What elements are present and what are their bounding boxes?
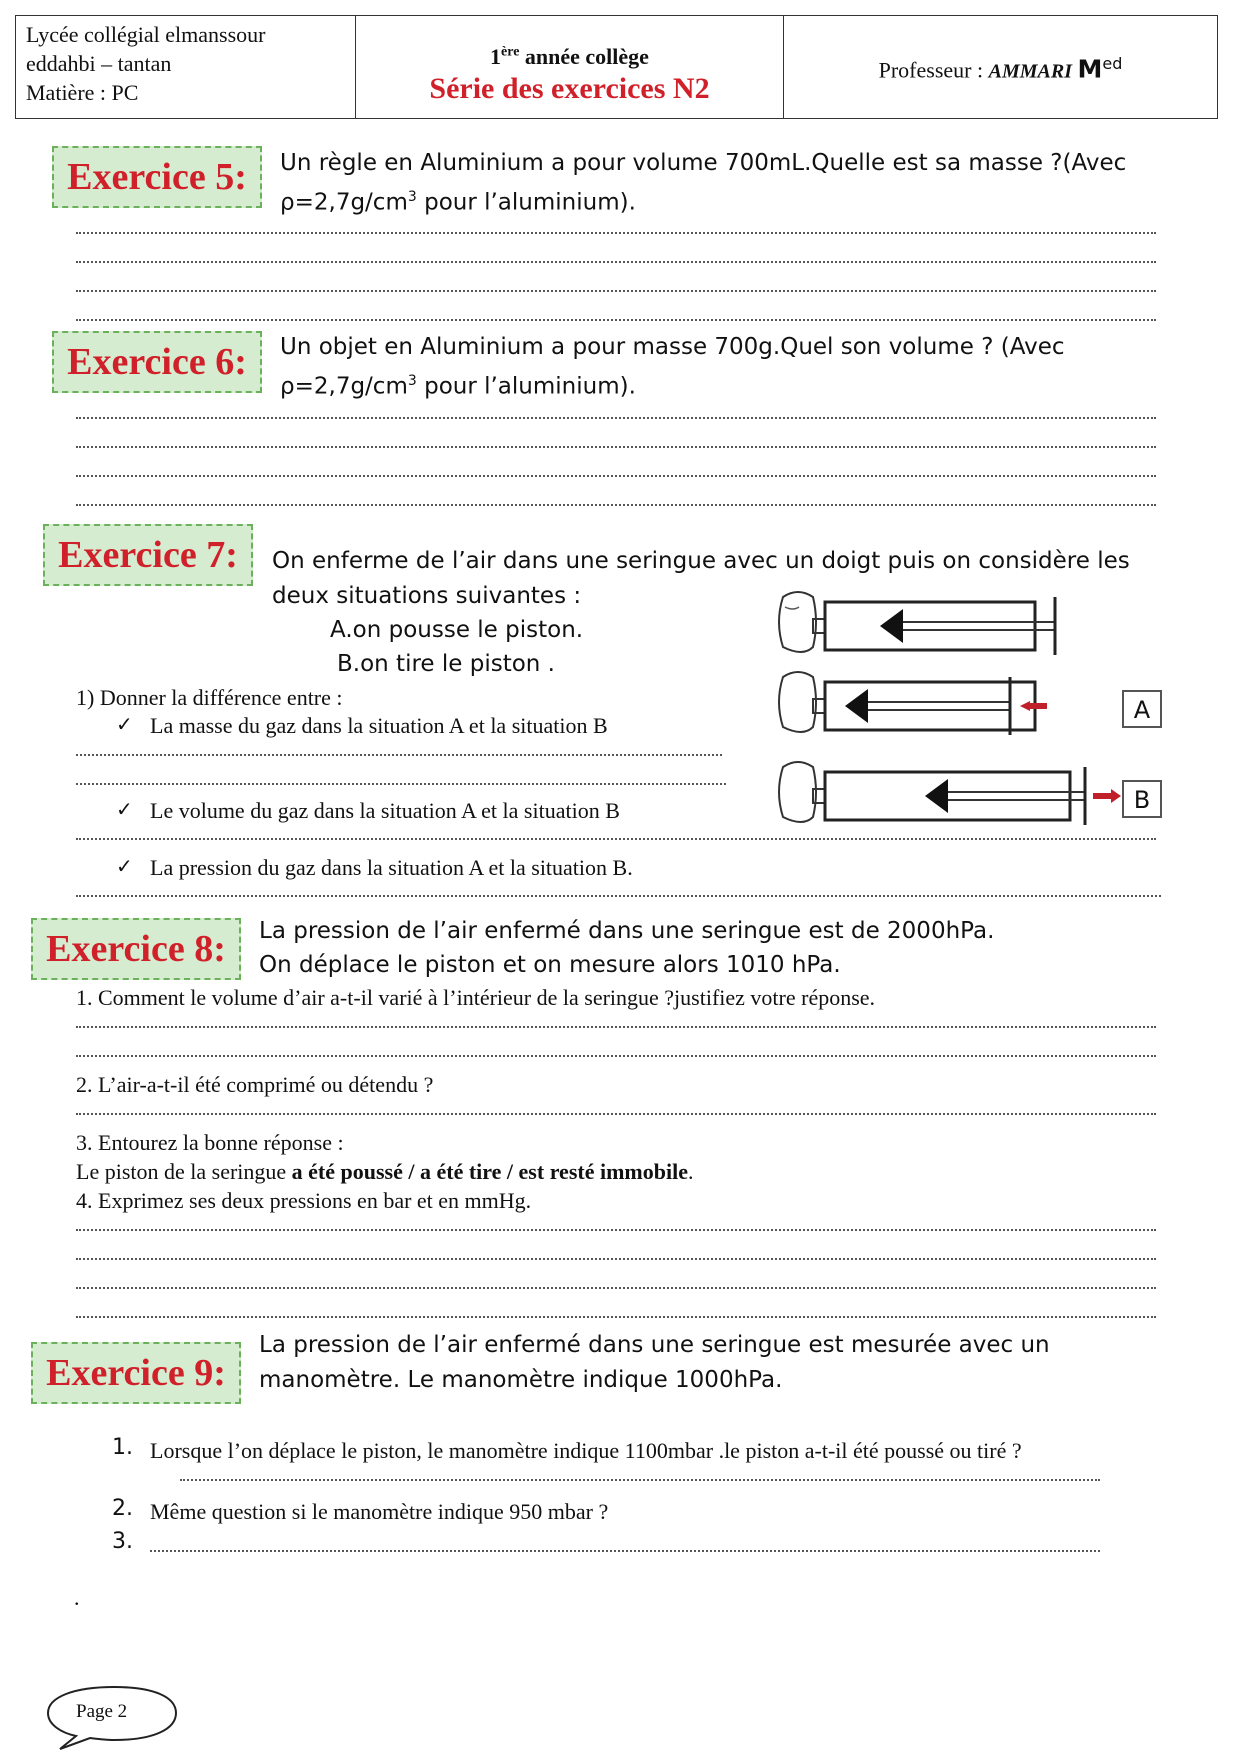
ex8-question-3: 3. Entourez la bonne réponse : xyxy=(76,1130,344,1155)
professor-sup: ed xyxy=(1102,54,1123,73)
exercise-8-badge: Exercice 8: xyxy=(31,918,241,980)
ex9-number-3: 3. xyxy=(112,1529,133,1554)
answer-line[interactable] xyxy=(76,1314,1156,1318)
exercise-7-badge: Exercice 7: xyxy=(43,524,253,586)
answer-line[interactable] xyxy=(76,1285,1156,1289)
exercise-5-line1: Un règle en Aluminium a pour volume 700mL.Quelle est sa masse ?(Avec xyxy=(280,150,1127,176)
answer-line[interactable] xyxy=(150,1548,1100,1552)
situation-b: B.on tire le piston . xyxy=(337,651,555,677)
level xyxy=(356,44,783,70)
professor-initial: M xyxy=(1077,54,1103,84)
syringe-a xyxy=(779,672,1047,735)
label-a: A xyxy=(1133,696,1151,724)
ex8-q3-end: . xyxy=(687,1159,694,1184)
ex8-question-2: 2. L’air-a-t-il été comprimé ou détendu ? xyxy=(76,1072,434,1097)
answer-line[interactable] xyxy=(76,444,1156,448)
ex8-q3-options[interactable]: a été poussé / a été tire / est resté immobile xyxy=(291,1159,688,1184)
ex9-question-1: Lorsque l’on déplace le piston, le manomètre indique 1100mbar .le piston a-t-il été poussé ou tiré ? xyxy=(150,1438,1022,1463)
series-title: Série des exercices N2 xyxy=(429,72,710,105)
subject: Matière : PC xyxy=(26,80,139,105)
syringe-illustrations xyxy=(775,587,1170,842)
exercise-9-line1: La pression de l’air enfermé dans une seringue est mesurée avec un xyxy=(259,1332,1050,1358)
answer-line[interactable] xyxy=(76,893,1161,897)
answer-line[interactable] xyxy=(76,781,726,785)
level-num: 1 xyxy=(490,44,502,69)
ex9-number-2: 2. xyxy=(112,1496,133,1521)
exercise-6-line1: Un objet en Aluminium a pour masse 700g.Quel son volume ? (Avec xyxy=(280,334,1065,360)
answer-line[interactable] xyxy=(76,259,1156,263)
professor-label: Professeur : xyxy=(878,57,989,83)
checkmark-icon: ✓ xyxy=(116,854,133,878)
ex9-number-1: 1. xyxy=(112,1435,133,1460)
syringe-b xyxy=(779,762,1121,825)
answer-line[interactable] xyxy=(76,415,1156,419)
title-cell xyxy=(356,16,784,118)
answer-line[interactable] xyxy=(76,1053,1156,1057)
stray-dot: . xyxy=(74,1585,80,1610)
school-line2: eddahbi – tantan xyxy=(26,51,172,76)
header-table xyxy=(15,15,1218,119)
ex7-question-1a: La masse du gaz dans la situation A et la situation B xyxy=(150,713,608,738)
exercise-5-badge: Exercice 5: xyxy=(52,146,262,208)
ex8-question-3-sentence xyxy=(76,1157,693,1186)
answer-line[interactable] xyxy=(76,317,1156,321)
ex5-rest: pour l’aluminium). xyxy=(416,189,636,216)
ex6-rho: ρ=2,7g/cm xyxy=(280,373,408,400)
answer-line[interactable] xyxy=(76,230,1156,234)
checkmark-icon: ✓ xyxy=(116,712,133,736)
exercise-7-line2: deux situations suivantes : xyxy=(272,583,582,609)
page-number: Page 2 xyxy=(76,1701,128,1722)
answer-line[interactable] xyxy=(76,502,1156,506)
ex8-q3-text: Le piston de la seringue xyxy=(76,1159,292,1184)
syringe-initial xyxy=(779,592,1055,655)
ex7-question-1c: La pression du gaz dans la situation A et la situation B. xyxy=(150,855,633,880)
school-info xyxy=(16,16,356,118)
exercise-5-line2 xyxy=(280,180,636,220)
answer-line[interactable] xyxy=(76,288,1156,292)
answer-line[interactable] xyxy=(180,1477,1100,1481)
ex7-question-1: 1) Donner la différence entre : xyxy=(76,685,343,710)
answer-line[interactable] xyxy=(76,1024,1156,1028)
level-rest: année collège xyxy=(519,44,649,69)
exercise-8-line1: La pression de l’air enfermé dans une seringue est de 2000hPa. xyxy=(259,918,995,944)
ex5-sup: 3 xyxy=(407,189,417,205)
exercise-6-badge: Exercice 6: xyxy=(52,331,262,393)
ex9-question-2: Même question si le manomètre indique 950 mbar ? xyxy=(150,1499,609,1524)
answer-line[interactable] xyxy=(76,1227,1156,1231)
professor-name: AMMARI xyxy=(988,60,1072,83)
answer-line[interactable] xyxy=(76,1111,1156,1115)
exercise-8-line2: On déplace le piston et on mesure alors 1010 hPa. xyxy=(259,952,841,978)
answer-line[interactable] xyxy=(76,752,722,756)
ex7-question-1b: Le volume du gaz dans la situation A et la situation B xyxy=(150,798,620,823)
checkmark-icon: ✓ xyxy=(116,797,133,821)
exercise-7-line1: On enferme de l’air dans une seringue avec un doigt puis on considère les xyxy=(272,548,1130,574)
answer-line[interactable] xyxy=(76,1256,1156,1260)
level-sup: ère xyxy=(501,44,520,60)
exercise-6-line2 xyxy=(280,364,636,404)
ex8-question-1: 1. Comment le volume d’air a-t-il varié à l’intérieur de la seringue ?justifiez votre réponse. xyxy=(76,985,876,1010)
label-b: B xyxy=(1133,786,1151,814)
answer-line[interactable] xyxy=(76,473,1156,477)
exercise-9-badge: Exercice 9: xyxy=(31,1342,241,1404)
school-line1: Lycée collégial elmanssour xyxy=(26,22,266,47)
ex5-rho: ρ=2,7g/cm xyxy=(280,189,408,216)
exercise-9-line2: manomètre. Le manomètre indique 1000hPa. xyxy=(259,1367,783,1393)
professor-cell xyxy=(784,16,1217,118)
ex8-question-4: 4. Exprimez ses deux pressions en bar et en mmHg. xyxy=(76,1188,532,1213)
ex6-sup: 3 xyxy=(407,373,417,389)
ex6-rest: pour l’aluminium). xyxy=(416,373,636,400)
situation-a: A.on pousse le piston. xyxy=(330,617,584,643)
